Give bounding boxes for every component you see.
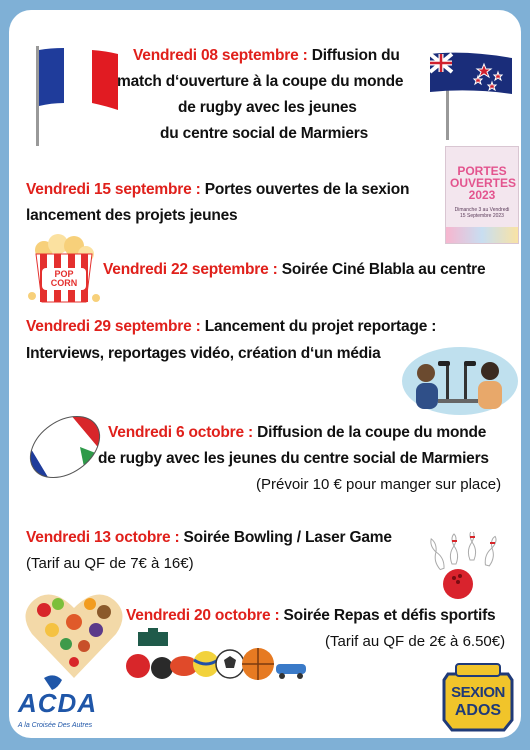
event-3-text-1: Soirée Ciné Blabla au centre <box>277 261 486 278</box>
event-7-line-1 <box>126 607 495 625</box>
event-5-date: Vendredi 6 octobre : <box>108 424 254 441</box>
event-1-date: Vendredi 08 septembre : <box>133 47 308 64</box>
event-1-text-1: Diffusion du <box>307 47 400 64</box>
sexion-logo-text: SEXION <box>451 684 505 701</box>
event-4-line-2: Interviews, reportages vidéo, création d‘un média <box>26 345 381 362</box>
interview-illustration-icon <box>398 343 518 415</box>
ados-logo-text: ADOS <box>454 702 502 719</box>
event-4-date: Vendredi 29 septembre : <box>26 318 201 335</box>
acda-tagline: A la Croisée Des Autres <box>17 722 93 729</box>
event-1-line-1 <box>133 47 400 65</box>
rugby-ball-icon <box>24 407 106 487</box>
event-7-text-1: Soirée Repas et défis sportifs <box>279 607 496 624</box>
event-7-date: Vendredi 20 octobre : <box>126 607 280 624</box>
event-6-text-1: Soirée Bowling / Laser Game <box>179 529 392 546</box>
event-2-text-1: Portes ouvertes de la sexion <box>200 181 410 198</box>
food-heart-icon <box>24 586 124 682</box>
event-5-text-1: Diffusion de la coupe du monde <box>253 424 487 441</box>
popcorn-label: POP CORN <box>42 268 86 290</box>
event-4-text-1: Lancement du projet reportage : <box>200 318 437 335</box>
event-6-date: Vendredi 13 octobre : <box>26 529 180 546</box>
event-3-line-1 <box>103 261 485 279</box>
event-4-line-1 <box>26 318 436 336</box>
event-1-line-3: de rugby avec les jeunes <box>178 99 357 116</box>
france-flag-icon <box>26 40 126 150</box>
event-2-line-2: lancement des projets jeunes <box>26 207 238 224</box>
poster-title: PORTES OUVERTES 2023 <box>450 164 517 202</box>
acda-logo <box>14 672 96 742</box>
event-5-note: (Prévoir 10 € pour manger sur place) <box>256 476 502 493</box>
sports-equipment-icon <box>122 626 312 682</box>
event-2-line-1 <box>26 181 409 199</box>
event-5-line-2: de rugby avec les jeunes du centre social de Marmiers <box>98 450 489 467</box>
event-3-date: Vendredi 22 septembre : <box>103 261 278 278</box>
bowling-icon <box>428 532 503 604</box>
event-1-line-2: match d‘ouverture à la coupe du monde <box>117 73 404 90</box>
event-6-line-1 <box>26 529 392 547</box>
event-5-line-1 <box>108 424 486 442</box>
poster-subtitle: Dimanche 3 au Vendredi 15 Septembre 2023 <box>454 207 510 219</box>
event-2-date: Vendredi 15 septembre : <box>26 181 201 198</box>
sexion-ados-logo <box>438 660 518 736</box>
acda-logo-text: ACDA <box>18 688 98 718</box>
new-zealand-flag-icon <box>426 46 518 141</box>
poster-decoration <box>446 227 518 243</box>
event-7-note: (Tarif au QF de 2€ à 6.50€) <box>325 633 506 650</box>
open-house-poster <box>445 146 519 244</box>
event-6-note: (Tarif au QF de 7€ à 16€) <box>26 555 194 572</box>
event-1-line-4: du centre social de Marmiers <box>160 125 369 142</box>
popcorn-icon <box>28 234 100 306</box>
